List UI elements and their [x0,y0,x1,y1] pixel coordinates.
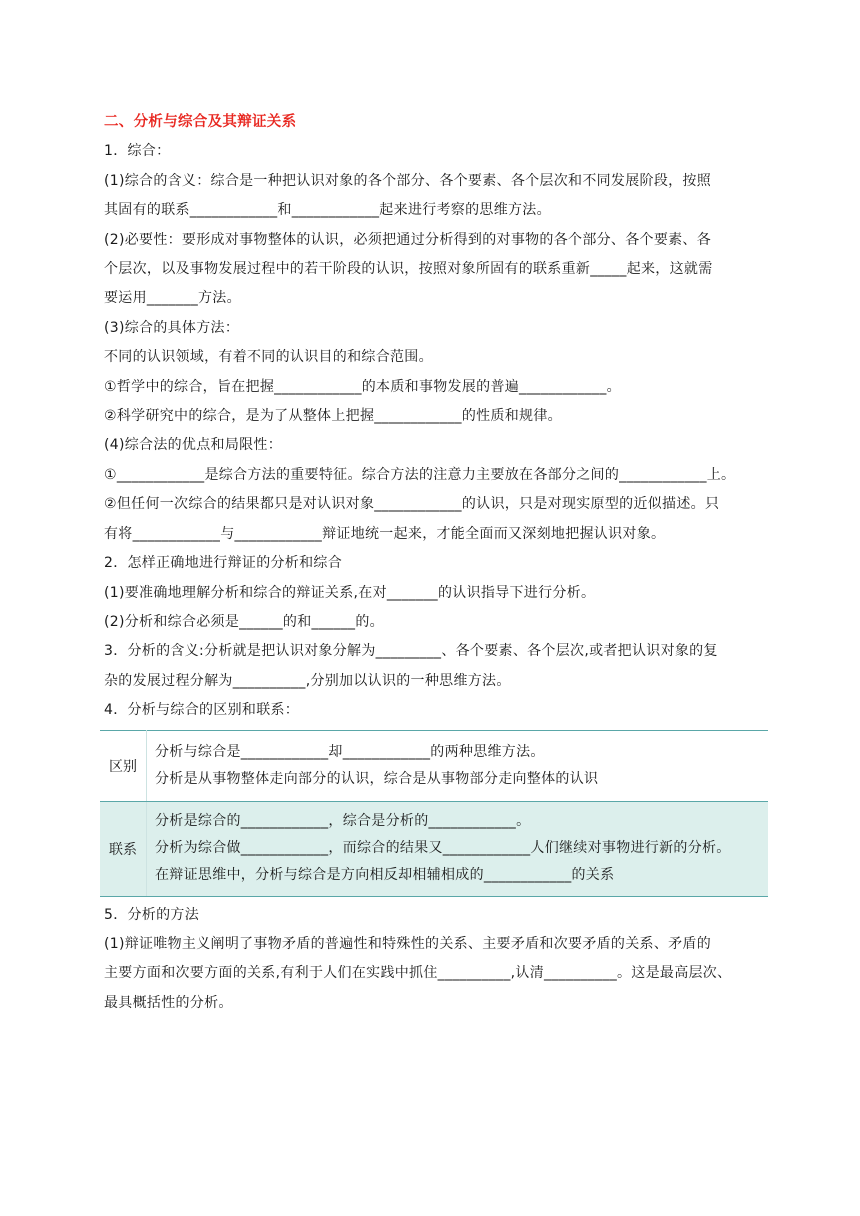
text-line: 个层次，以及事物发展过程中的若干阶段的认识，按照对象所固有的联系重新_____起来，这就需 [104,261,713,278]
comparison-table [100,730,768,897]
table-cell-line: 分析与综合是____________却____________的两种思维方法。 [155,743,545,760]
row-label-connection: 联系 [100,801,147,896]
text-line: ②但任何一次综合的结果都只是对认识对象____________的认识，只是对现实原型的近似描述。只 [104,496,720,513]
text-line: 3．分析的含义:分析就是把认识对象分解为_________、各个要素、各个层次,或者把认识对象的复 [104,643,718,660]
table-row-connection [100,801,768,896]
text-line: ②科学研究中的综合，是为了从整体上把握____________的性质和规律。 [104,408,562,425]
text-line: 最具概括性的分析。 [104,994,233,1011]
text-line: ①哲学中的综合，旨在把握____________的本质和事物发展的普遍____________。 [104,378,621,395]
text-line: (3)综合的具体方法： [104,319,240,336]
text-line: 4．分析与综合的区别和联系： [104,702,300,719]
table-cell-line: 分析是从事物整体走向部分的认识，综合是从事物部分走向整体的认识 [155,770,599,787]
text-line: 有将____________与____________辩证地统一起来，才能全面而又深刻地把握认识对象。 [104,525,666,542]
section-title: 二、分析与综合及其辩证关系 [104,114,297,130]
text-line: (1)综合的含义：综合是一种把认识对象的各个部分、各个要素、各个层次和不同发展阶段，按照 [104,172,712,189]
text-line: 2．怎样正确地进行辩证的分析和综合 [104,555,343,572]
document-content [104,108,764,1018]
text-line: 主要方面和次要方面的关系,有利于人们在实践中抓住__________,认清__________。这是最高层次、 [104,965,732,982]
text-line: 要运用_______方法。 [104,290,241,307]
text-line: 不同的认识领域，有着不同的认识目的和综合范围。 [104,349,433,366]
table-cell-line: 分析是综合的____________，综合是分析的____________。 [155,813,531,830]
text-line: 杂的发展过程分解为__________,分别加以认识的一种思维方法。 [104,672,511,689]
text-line: 1．综合： [104,143,171,160]
row-label-difference: 区别 [100,730,147,801]
text-line: 其固有的联系____________和____________起来进行考察的思维方法。 [104,202,551,219]
text-line: (1)要准确地理解分析和综合的辩证关系,在对_______的认识指导下进行分析。 [104,584,596,601]
text-line: 5．分析的方法 [104,906,200,923]
text-line: ①____________是综合方法的重要特征。综合方法的注意力主要放在各部分之间的____________上。 [104,466,736,483]
text-line: (4)综合法的优点和局限性： [104,437,283,454]
table-cell-line: 分析为综合做____________，而综合的结果又____________人们继续对事物进行新的分析。 [155,840,731,857]
row-body-difference [147,730,769,801]
table-row-difference [100,730,768,801]
text-line: (1)辩证唯物主义阐明了事物矛盾的普遍性和特殊性的关系、主要矛盾和次要矛盾的关系、矛盾的 [104,935,712,952]
text-line: (2)必要性：要形成对事物整体的认识，必须把通过分析得到的对事物的各个部分、各个要素、各 [104,231,712,248]
text-line: (2)分析和综合必须是______的和______的。 [104,613,384,630]
table-cell-line: 在辩证思维中，分析与综合是方向相反却相辅相成的____________的关系 [155,867,615,884]
row-body-connection [147,801,769,896]
